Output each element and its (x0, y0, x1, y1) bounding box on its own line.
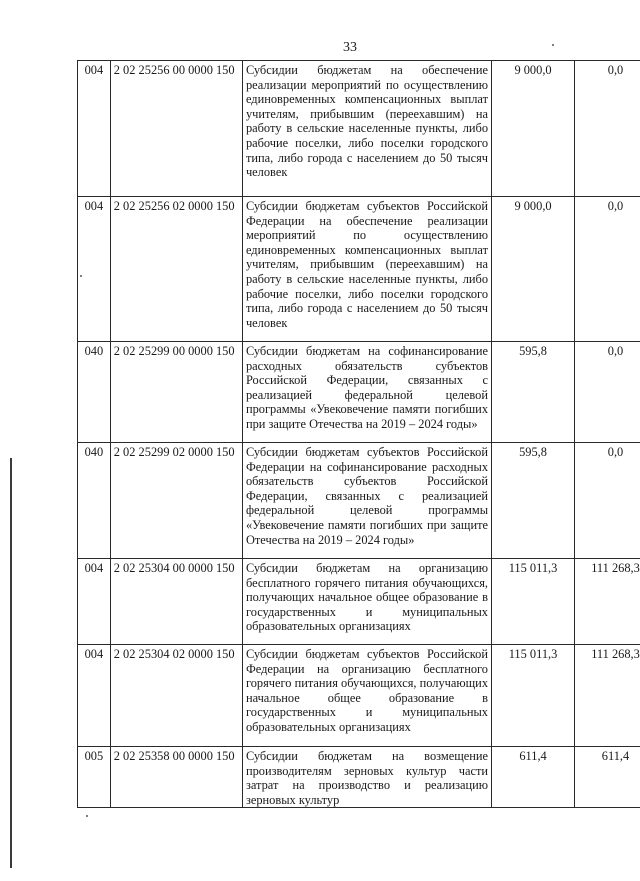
administrator-code-cell: 040 (78, 342, 111, 443)
administrator-code-cell: 040 (78, 443, 111, 559)
revenue-name-text: Субсидии бюджетам субъектов Российской Федерации на организацию бесплатного горячего питания обучающихся, получающих начальное общее образование в государственных и муниципальных образовательных организациях (245, 647, 489, 734)
amount-year-2-cell: 111 268,3 (575, 559, 640, 645)
amount-year-2-cell: 611,4 (575, 747, 640, 808)
amount-year-1-cell: 115 011,3 (492, 645, 575, 747)
revenue-name-text: Субсидии бюджетам субъектов Российской Федерации на софинансирование расходных обязательств субъектов Российской Федерации, связанных с реализацией федеральной целевой программы «Увековечение памяти погибших при защите Отечества на 2019 – 2024 годы» (245, 445, 489, 547)
scan-margin-line (10, 458, 12, 868)
revenue-name-cell (242, 61, 491, 197)
administrator-code-cell: 005 (78, 747, 111, 808)
revenue-name-text: Субсидии бюджетам на обеспечение реализации мероприятий по осуществлению единовременных компенсационных выплат учителям, прибывшим (переехавшим) на работу в сельские населенные пункты, либо рабочие поселки, либо поселки городского типа, либо города с населением до 50 тысяч человек (245, 63, 489, 180)
budget-classification-code-cell: 2 02 25358 00 0000 150 (110, 747, 242, 808)
table-row (78, 342, 640, 443)
administrator-code-cell: 004 (78, 61, 111, 197)
revenue-name-text: Субсидии бюджетам на софинансирование расходных обязательств субъектов Российской Федерации, связанных с реализацией федеральной целевой программы «Увековечение памяти погибших при защите Отечества на 2019 – 2024 годы» (245, 344, 489, 431)
table-row (78, 645, 640, 747)
budget-classification-code-cell: 2 02 25256 00 0000 150 (110, 61, 242, 197)
revenue-name-text: Субсидии бюджетам на организацию бесплатного горячего питания обучающихся, получающих начальное общее образование в государственных и муниципальных образовательных организациях (245, 561, 489, 634)
amount-year-2-cell: 0,0 (575, 443, 640, 559)
amount-year-1-cell: 115 011,3 (492, 559, 575, 645)
table-row (78, 197, 640, 342)
amount-year-2-cell: 0,0 (575, 342, 640, 443)
revenue-name-text: Субсидии бюджетам на возмещение производителям зерновых культур части затрат на производство и реализацию зерновых культур (245, 749, 489, 807)
revenue-name-cell (242, 443, 491, 559)
budget-revenue-table (77, 60, 640, 808)
administrator-code-cell: 004 (78, 559, 111, 645)
revenue-name-cell (242, 645, 491, 747)
scan-speck (552, 44, 554, 46)
scan-speck (80, 275, 82, 277)
revenue-name-cell (242, 342, 491, 443)
table-row (78, 443, 640, 559)
revenue-name-cell (242, 559, 491, 645)
scan-speck (86, 815, 88, 817)
page-number: 33 (343, 40, 357, 55)
table-row (78, 559, 640, 645)
budget-classification-code-cell: 2 02 25304 00 0000 150 (110, 559, 242, 645)
administrator-code-cell: 004 (78, 197, 111, 342)
budget-classification-code-cell: 2 02 25304 02 0000 150 (110, 645, 242, 747)
budget-classification-code-cell: 2 02 25256 02 0000 150 (110, 197, 242, 342)
amount-year-1-cell: 595,8 (492, 443, 575, 559)
table-row (78, 747, 640, 808)
budget-classification-code-cell: 2 02 25299 02 0000 150 (110, 443, 242, 559)
amount-year-1-cell: 595,8 (492, 342, 575, 443)
revenue-name-text: Субсидии бюджетам субъектов Российской Федерации на обеспечение реализации мероприятий по осуществлению единовременных компенсационных выплат учителям, прибывшим (переехавшим) на работу в сельские населенные пункты, либо рабочие поселки, либо поселки городского типа, либо города с населением до 50 тысяч человек (245, 199, 489, 330)
amount-year-1-cell: 9 000,0 (492, 197, 575, 342)
revenue-name-cell (242, 747, 491, 808)
amount-year-1-cell: 611,4 (492, 747, 575, 808)
revenue-name-cell (242, 197, 491, 342)
amount-year-2-cell: 0,0 (575, 61, 640, 197)
amount-year-2-cell: 111 268,3 (575, 645, 640, 747)
amount-year-1-cell: 9 000,0 (492, 61, 575, 197)
administrator-code-cell: 004 (78, 645, 111, 747)
table-row (78, 61, 640, 197)
budget-classification-code-cell: 2 02 25299 00 0000 150 (110, 342, 242, 443)
amount-year-2-cell: 0,0 (575, 197, 640, 342)
